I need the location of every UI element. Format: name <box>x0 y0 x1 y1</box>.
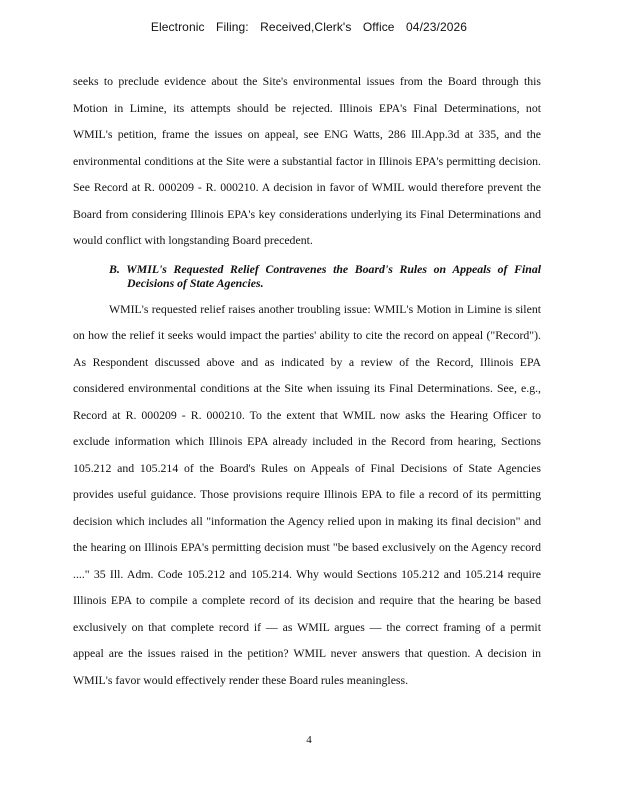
body-text <box>73 68 541 693</box>
paragraph-continuation: seeks to preclude evidence about the Site's environmental issues from the Board through this Motion in Limine, its attempts should be rejected. Illinois EPA's Final Determinations, not WMIL's petition, frame the issues on appeal, see ENG Watts, 286 Ill.App.3d at 335, and the environmental conditions at the Site were a substantial factor in Illinois EPA's permitting decision. See Record at R. 000209 - R. 000210. A decision in favor of WMIL would therefore prevent the Board from considering Illinois EPA's key considerations underlying its Final Determinations and would conflict with longstanding Board precedent. <box>73 74 541 247</box>
section-heading-b: B. WMIL's Requested Relief Contravenes the Board's Rules on Appeals of Final Decisions of State Agencies. <box>109 261 541 290</box>
filing-header: Electronic Filing: Received,Clerk's Office 04/23/2026 <box>150 20 468 34</box>
page-number: 4 <box>306 734 312 746</box>
paragraph-relief: WMIL's requested relief raises another troubling issue: WMIL's Motion in Limine is silent on how the relief it seeks would impact the parties' ability to cite the record on appeal ("Record"). As Respondent discussed above and as indicated by a review of the Record, Illinois EPA considered environmental conditions at the Site when issuing its Final Determinations. See, e.g., Record at R. 000209 - R. 000210. To the extent that WMIL now asks the Hearing Officer to exclude information which Illinois EPA already included in the Record from hearing, Sections 105.212 and 105.214 of the Board's Rules on Appeals of Final Decisions of State Agencies provides useful guidance. Those provisions require Illinois EPA to file a record of its permitting decision which includes all "information the Agency relied upon in making its final decision" and the hearing on Illinois EPA's permitting decision must "be based exclusively on the Agency record ...." 35 Ill. Adm. Code 105.212 and 105.214. Why would Sections 105.212 and 105.214 require Illinois EPA to compile a complete record of its decision and require that the hearing be based exclusively on that complete record if — as WMIL argues — the correct framing of a permit appeal are the issues raised in the petition? WMIL never answers that question. A decision in WMIL's favor would effectively render these Board rules meaningless. <box>73 301 541 687</box>
